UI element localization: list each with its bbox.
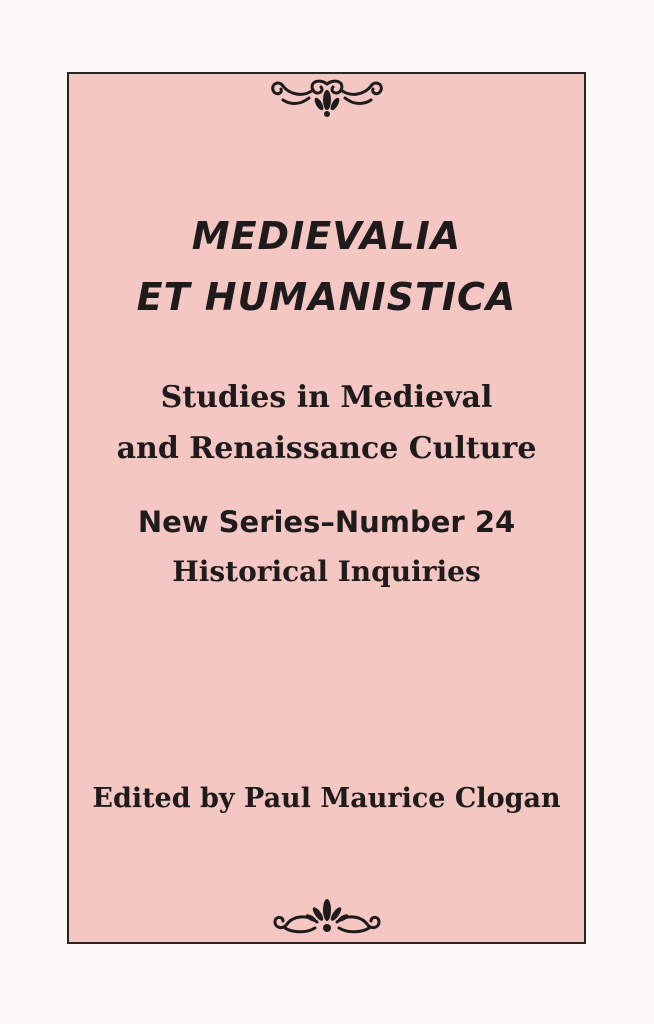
series-number: New Series–Number 24: [137, 505, 516, 539]
volume-title: Historical Inquiries: [172, 555, 481, 588]
book-cover-panel: [67, 72, 586, 944]
subtitle-line-1: Studies in Medieval: [160, 380, 493, 415]
subtitle-line-2: and Renaissance Culture: [116, 431, 537, 466]
title-line-1: MEDIEVALIA: [191, 214, 462, 258]
editor-credit: Edited by Paul Maurice Clogan: [92, 783, 561, 814]
fleuron-ornament-icon: [269, 896, 385, 938]
title-line-2: ET HUMANISTICA: [136, 275, 517, 319]
scroll-ornament-icon: [269, 76, 385, 118]
